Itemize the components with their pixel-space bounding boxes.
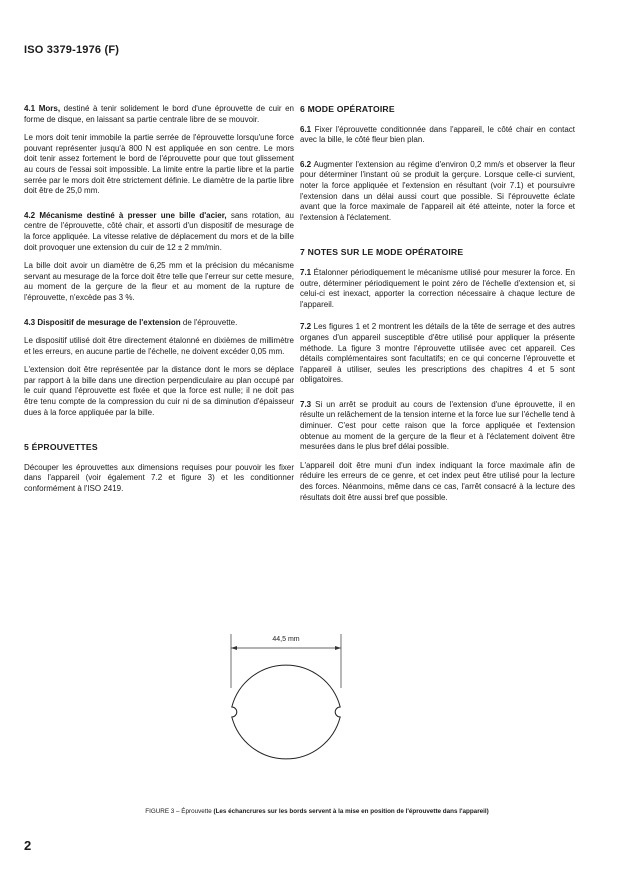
clause-6-1 [300, 125, 575, 146]
clause-text: de l'éprouvette. [180, 317, 238, 327]
section-5-heading: 5 ÉPROUVETTES [24, 442, 98, 453]
clause-4-2 [24, 211, 294, 253]
dimension-arrow-right [335, 646, 341, 650]
page-number: 2 [24, 838, 32, 853]
section-6-heading: 6 MODE OPÉRATOIRE [300, 104, 395, 114]
caption-note: (Les échancrures sur les bords servent à la mise en position de l'éprouvette dans l'appareil) [211, 808, 489, 815]
paragraph: Le dispositif utilisé doit être directement étalonné en dixièmes de millimètre et les erreurs, en aucune partie de l'échelle, ne doivent excéder 0,05 mm. [24, 336, 294, 356]
specimen-disc [232, 665, 340, 759]
clause-6-2 [300, 160, 575, 224]
left-column [24, 104, 294, 503]
clause-4-3 [24, 318, 294, 329]
section-7-heading: 7 NOTES SUR LE MODE OPÉRATOIRE [300, 247, 464, 258]
paragraph: Le mors doit tenir immobile la partie serrée de l'éprouvette lorsqu'une force pouvant représenter jusqu'à 800 N est appliquée en son centre. Le mors doit tenir assez fortement le bord de l'éprouvette pour que tout glissement au cours de l'essai soit impossible. La limite entre la partie libre et la partie serrée par le mors doit être strictement définie. Le diamètre de la partie libre doit être de 25,0 mm. [24, 133, 294, 196]
clause-number: 7.3 [300, 399, 312, 409]
paragraph: L'appareil doit être muni d'un index indiquant la force maximale afin de réduire les erreurs de ce genre, et cet index peut être utilisé pour la lecture des forces. Néanmoins, même dans ce cas, l'arrêt consacré à la lecture des résultats doit être aussi bref que possible. [300, 460, 575, 502]
clause-4-1 [24, 104, 294, 125]
clause-text: Fixer l'éprouvette conditionnée dans l'appareil, le côté chair en contact avec la bille, le côté fleur bien plan. [300, 124, 575, 145]
clause-7-3 [300, 400, 575, 453]
clause-text: Les figures 1 et 2 montrent les détails de la tête de serrage et des autres organes d'un appareil susceptible d'être utilisé pour appliquer la présente méthode. La figure 3 montre l'éprouvette utilisée avec cet appareil. Ces détails complémentaires sont facultatifs; en ce qui concerne l'éprouvette et l'appareil à utiliser, seules les prescriptions des chapitres 4 et 5 sont obligatoires. [300, 322, 575, 385]
paragraph: La bille doit avoir un diamètre de 6,25 mm et la précision du mécanisme servant au mesurage de la force doit être telle que l'erreur sur cette mesure, au moment de la gerçure de la fleur et au moment de la rupture de l'éprouvette, n'excède pas 3 %. [24, 261, 294, 302]
figure-caption [82, 808, 552, 815]
clause-text: Étalonner périodiquement le mécanisme utilisé pour mesurer la force. En outre, déterminer périodiquement le point zéro de l'échelle d'extension et, si celui-ci est inexact, apporter la correction nécessaire à chaque lecture de l'appareil. [300, 267, 575, 309]
right-column [300, 104, 575, 511]
dimension-arrow-left [231, 646, 237, 650]
clause-title: Mors, [38, 104, 61, 113]
clause-title: Dispositif de mesurage de l'extension [37, 317, 181, 327]
paragraph: L'extension doit être représentée par la distance dont le mors se déplace par rapport à la bille dans une direction perpendiculaire au plan occupé par le cuir quand l'éprouvette est fixée et que la force est nulle; il ne doit pas être tenu compte de la compression du cuir ni de sa diminution d'épaisseur dues à la force appliquée par la bille. [24, 365, 294, 417]
dimension-label: 44,5 mm [272, 636, 300, 643]
clause-number: 6.1 [300, 124, 312, 134]
clause-text: sans rotation, au centre de l'éprouvette, côté chair, et assorti d'un dispositif de mesurage de la force appliquée. La vitesse relative de déplacement du mors et de la bille doit provoquer une extension du cuir de 12 ± 2 mm/min. [24, 210, 294, 252]
clause-7-1 [300, 268, 575, 310]
paragraph: Découper les éprouvettes aux dimensions requises pour pouvoir les fixer dans l'appareil (voir également 7.2 et figure 3) et les conditionner conformément à l'ISO 2419. [24, 462, 294, 494]
clause-text: Augmenter l'extension au régime d'environ 0,2 mm/s et observer la fleur pour déterminer l'instant où se produit la gerçure. Lorsque celle-ci survient, noter la force appliquée et l'extension en résultant (voir 7.1) et poursuivre l'extension dans un délai aussi court que possible. Si l'éprouvette éclate avant que la force maximale de l'appareil ait été atteinte, noter la force et l'extension à l'éclatement. [300, 159, 575, 222]
clause-number: 7.2 [300, 322, 312, 332]
clause-7-2 [300, 322, 575, 386]
clause-text: Si un arrêt se produit au cours de l'extension d'une éprouvette, il en résulte un relâchement de la tension interne et la force lue sur l'échelle tend à diminuer. C'est pour cette raison que la force appliquée et l'extension obtenue au moment de la gerçure de la fleur et à l'éclatement doivent être mesurées dans le plus bref délai possible. [300, 399, 575, 452]
clause-number: 4.2 [24, 210, 36, 220]
clause-number: 6.2 [300, 159, 312, 169]
clause-number: 7.1 [300, 267, 312, 277]
figure-3 [205, 628, 465, 790]
clause-number: 4.3 [24, 317, 36, 327]
caption-label: FIGURE 3 – Éprouvette [145, 808, 212, 815]
document-header: ISO 3379-1976 (F) [24, 44, 120, 56]
clause-text: destiné à tenir solidement le bord d'une éprouvette de cuir en forme de disque, en laissant sa partie centrale libre de se mouvoir. [24, 104, 295, 124]
specimen-drawing [205, 628, 465, 790]
clause-number: 4.1 [24, 104, 36, 113]
clause-title: Mécanisme destiné à presser une bille d'acier, [39, 210, 227, 220]
